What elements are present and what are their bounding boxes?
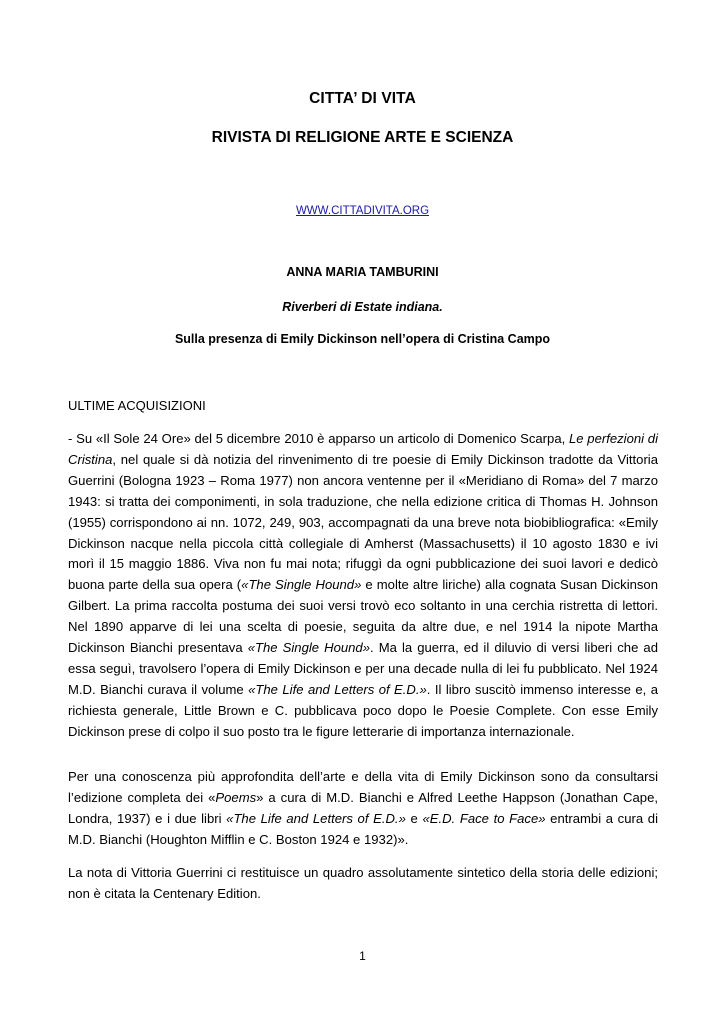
p1-italic-d: «The Single Hound»	[241, 577, 362, 593]
p1-text-g: . Ma la guerra, ed il diluvio di versi liberi che ad essa seguì, travolsero l’opera di Emily Dickinson e per una decade nulla di lei fu pubblicato. Nel 1924 M.D. Bianchi curava il volume	[68, 640, 658, 697]
p1-text-i: . Il libro suscitò immenso interesse e, a richiesta generale, Little Brown e C. pubblicava poco dopo le Poesie Complete. Con esse Emily Dickinson prese di colpo il suo posto tra le figure letterarie di importanza internazionale.	[68, 681, 658, 739]
p1-italic-b: Le perfezioni di Cristina	[68, 431, 658, 467]
p1-text-e: e molte altre liriche) alla cognata Susan Dickinson Gilbert. La prima raccolta postuma dei suoi versi trovò eco soltanto in una cerchia ristretta di lettori. Nel 1890 apparve di lei una scelta di poesie, seguita da altre due, e nel 1914 la nipote Martha Dickinson Bianchi presentava	[68, 577, 658, 656]
p2-text-e: e	[405, 810, 423, 826]
p1-text-c: , nel quale si dà notizia del rinvenimento di tre poesie di Emily Dickinson tradotte da Vittoria Guerrini (Bologna 1923 – Roma 1977) non ancora ventenne per il «Meridiano di Roma» del 7 marzo 1943: si tratta dei componimenti, in sola traduzione, che nella edizione critica di Thomas H. Johnson (1955) corrispondono ai nn. 1072, 249, 903, accompagnati da una breve nota biobibliografica: «Emily Dickinson nacque nella piccola città collegiale di Amherst (Massachusetts) il 10 agosto 1830 e ivi morì il 15 maggio 1886. Viva non fu mai nota; rifuggì da ogni pubblicazione dei suoi lavori e dedicò buona parte della sua opera (	[68, 451, 658, 593]
article-author: ANNA MARIA TAMBURINI	[286, 265, 439, 279]
paragraph-2	[68, 767, 658, 851]
p2-italic-b: Poems	[215, 789, 257, 805]
p2-text-c: » a cura di M.D. Bianchi e Alfred Leethe Happson (Jonathan Cape, Londra, 1937) e i due libri	[68, 789, 658, 826]
paragraph-3: La nota di Vittoria Guerrini ci restituisce un quadro assolutamente sintetico della storia delle edizioni; non è citata la Centenary Edition.	[68, 865, 658, 901]
p1-italic-f: «The Single Hound»	[247, 640, 370, 656]
p2-italic-d: «The Life and Letters of E.D.»	[226, 810, 406, 826]
p2-italic-f: «E.D. Face to Face»	[422, 810, 546, 826]
paragraph-1	[68, 429, 658, 743]
journal-subtitle: RIVISTA DI RELIGIONE ARTE E SCIENZA	[211, 129, 514, 146]
page-number: 1	[359, 949, 366, 963]
journal-title: CITTA’ DI VITA	[309, 90, 416, 107]
section-heading: ULTIME ACQUISIZIONI	[68, 398, 206, 413]
p2-text-a: Per una conoscenza più approfondita dell’arte e della vita di Emily Dickinson sono da consultarsi l’edizione completa dei «	[68, 769, 658, 805]
article-title: Riverberi di Estate indiana.	[282, 300, 443, 314]
p1-italic-h: «The Life and Letters of E.D.»	[248, 681, 427, 697]
p1-text-a: - Su «Il Sole 24 Ore» del 5 dicembre 2010 è apparso un articolo di Domenico Scarpa,	[68, 431, 569, 446]
article-subtitle: Sulla presenza di Emily Dickinson nell’opera di Cristina Campo	[174, 332, 551, 346]
website-link[interactable]: WWW.CITTADIVITA.ORG	[295, 205, 430, 217]
p2-text-g: entrambi a cura di M.D. Bianchi (Houghton Mifflin e C. Boston 1924 e 1932)».	[68, 810, 658, 847]
